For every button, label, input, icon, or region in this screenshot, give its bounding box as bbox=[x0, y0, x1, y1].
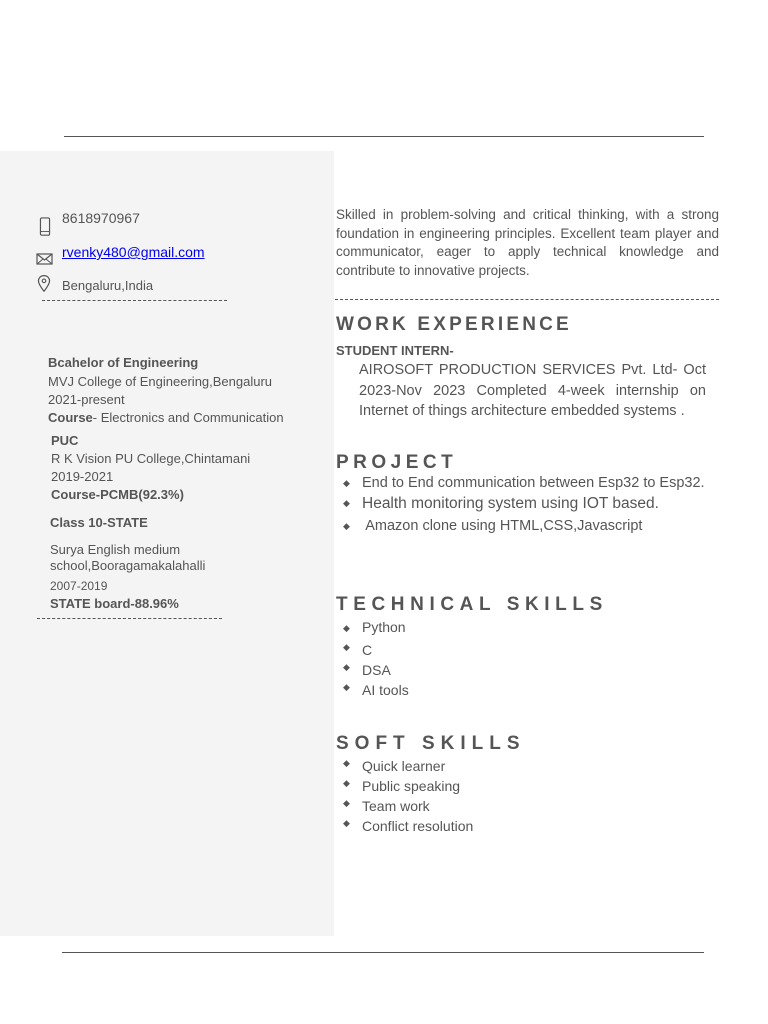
class10-board: STATE board-88.96% bbox=[50, 596, 179, 611]
summary-divider bbox=[335, 299, 719, 300]
top-rule bbox=[64, 136, 704, 137]
diamond-bullet-icon: ◆ bbox=[343, 498, 350, 509]
phone-icon bbox=[35, 217, 55, 237]
soft-skill-item bbox=[343, 778, 460, 794]
education-divider bbox=[37, 618, 222, 619]
skill-item-text: C bbox=[362, 642, 373, 658]
work-description: AIROSOFT PRODUCTION SERVICES Pvt. Ltd- Oct 2023-Nov 2023 Completed 4-week internship on Internet of things architecture embedded systems . bbox=[359, 362, 706, 419]
skill-item-text: Python bbox=[362, 619, 406, 635]
puc-years: 2019-2021 bbox=[51, 469, 114, 484]
soft-skill-item-text: Team work bbox=[362, 798, 430, 814]
soft-skill-item bbox=[343, 818, 473, 834]
diamond-bullet-icon: ◆ bbox=[343, 758, 350, 768]
diamond-bullet-icon: ◆ bbox=[343, 818, 350, 828]
soft-skill-item bbox=[343, 798, 430, 814]
skill-item bbox=[343, 642, 372, 658]
skill-item bbox=[343, 662, 391, 678]
class10-school-line1: Surya English medium bbox=[50, 542, 181, 557]
location-pin-icon bbox=[34, 274, 54, 294]
skill-item bbox=[343, 682, 409, 698]
bottom-rule bbox=[62, 952, 704, 953]
soft-skill-item-text: Conflict resolution bbox=[362, 818, 474, 834]
project-item-text: End to End communication between Esp32 to Esp32. bbox=[362, 475, 705, 491]
project-item bbox=[343, 518, 642, 534]
phone-number: 8618970967 bbox=[62, 210, 140, 226]
project-item-text: Health monitoring system using IOT based. bbox=[362, 495, 659, 512]
skill-item bbox=[343, 619, 406, 635]
puc-course: Course-PCMB(92.3%) bbox=[51, 487, 184, 502]
degree-course bbox=[48, 409, 284, 427]
diamond-bullet-icon: ◆ bbox=[343, 682, 350, 692]
puc-title: PUC bbox=[51, 433, 79, 448]
work-experience-heading: WORK EXPERIENCE bbox=[336, 314, 572, 335]
diamond-bullet-icon: ◆ bbox=[343, 520, 350, 531]
degree-course-label: Course bbox=[48, 410, 93, 425]
diamond-bullet-icon: ◆ bbox=[343, 477, 350, 488]
degree-title: Bcahelor of Engineering bbox=[48, 355, 199, 370]
diamond-bullet-icon: ◆ bbox=[343, 798, 350, 808]
soft-skill-item-text: Quick learner bbox=[362, 758, 446, 774]
diamond-bullet-icon: ◆ bbox=[343, 642, 350, 652]
puc-college: R K Vision PU College,Chintamani bbox=[51, 451, 251, 466]
location-text: Bengaluru,India bbox=[62, 278, 154, 293]
degree-college: MVJ College of Engineering,Bengaluru bbox=[48, 374, 273, 389]
project-heading: PROJECT bbox=[336, 452, 458, 473]
class10-school-line2: school,Booragamakalahalli bbox=[50, 558, 206, 573]
degree-years: 2021-present bbox=[48, 392, 125, 407]
diamond-bullet-icon: ◆ bbox=[343, 778, 350, 788]
soft-skill-item bbox=[343, 758, 445, 774]
email-link[interactable]: rvenky480@gmail.com bbox=[62, 244, 205, 260]
class10-title: Class 10-STATE bbox=[50, 515, 148, 530]
technical-skills-heading: TECHNICAL SKILLS bbox=[336, 594, 608, 615]
envelope-icon bbox=[35, 249, 55, 269]
degree-course-value: - Electronics and Communication bbox=[92, 410, 284, 425]
work-role: STUDENT INTERN- bbox=[336, 343, 454, 358]
profile-summary: Skilled in problem-solving and critical thinking, with a strong foundation in engineering principles. Excellent team player and communicator, eager to apply technical knowledge and contribute to innovative projects. bbox=[336, 207, 719, 278]
project-item bbox=[343, 475, 705, 491]
project-item bbox=[343, 495, 659, 513]
project-item-text: Amazon clone using HTML,CSS,Javascript bbox=[362, 518, 643, 534]
contact-divider bbox=[42, 300, 227, 301]
soft-skill-item-text: Public speaking bbox=[362, 778, 461, 794]
soft-skills-heading: SOFT SKILLS bbox=[336, 733, 526, 754]
class10-years: 2007-2019 bbox=[50, 579, 108, 593]
diamond-bullet-icon: ◆ bbox=[343, 622, 350, 633]
skill-item-text: AI tools bbox=[362, 682, 409, 698]
skill-item-text: DSA bbox=[362, 662, 391, 678]
diamond-bullet-icon: ◆ bbox=[343, 662, 350, 672]
